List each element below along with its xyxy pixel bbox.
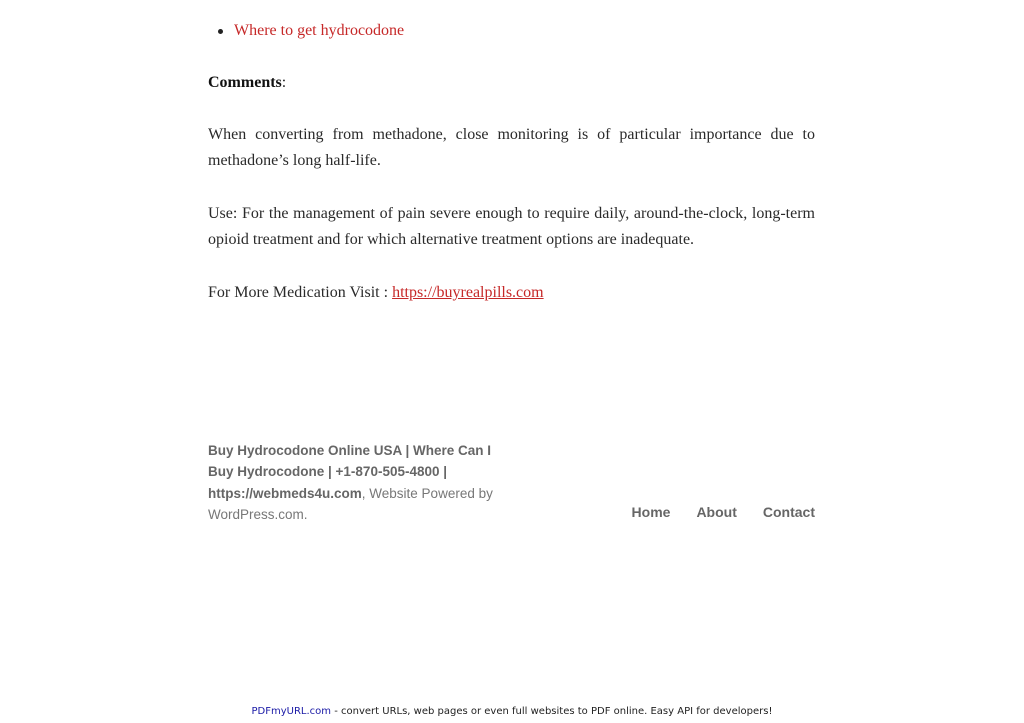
- paragraph-methadone: When converting from methadone, close monitoring is of particular importance due to methadone’s long half-life.: [208, 126, 815, 169]
- pdf-banner-text: - convert URLs, web pages or even full websites to PDF online. Easy API for developers!: [331, 706, 773, 717]
- comments-heading: [208, 70, 815, 96]
- footer-site-title-link[interactable]: Buy Hydrocodone Online USA | Where Can I Buy Hydrocodone | +1-870-505-4800 | https://webmeds4u.com: [208, 443, 492, 501]
- paragraph-use: Use: For the management of pain severe enough to require daily, around-the-clock, long-term opioid treatment and for which alternative treatment options are inadequate.: [208, 205, 815, 248]
- footer-site-info: [208, 440, 518, 525]
- related-posts-list: [208, 19, 404, 43]
- list-item: [208, 19, 404, 43]
- paragraph-more-medication: [208, 280, 815, 306]
- footer-nav: [632, 504, 815, 520]
- footer-powered-by: , Website Powered by WordPress.com.: [208, 485, 493, 522]
- pdf-banner: [0, 706, 1024, 717]
- more-medication-label: For More Medication Visit :: [208, 284, 393, 301]
- footer-nav-about[interactable]: About: [696, 504, 737, 520]
- footer-nav-contact[interactable]: Contact: [762, 504, 815, 520]
- comments-colon: :: [281, 74, 287, 91]
- comments-label: Comments: [208, 74, 282, 91]
- footer-nav-home[interactable]: Home: [631, 504, 671, 520]
- pdfmyurl-link[interactable]: PDFmyURL.com: [251, 706, 332, 717]
- more-medication-link[interactable]: https://buyrealpills.com: [392, 284, 544, 301]
- related-post-link[interactable]: Where to get hydrocodone: [234, 22, 405, 39]
